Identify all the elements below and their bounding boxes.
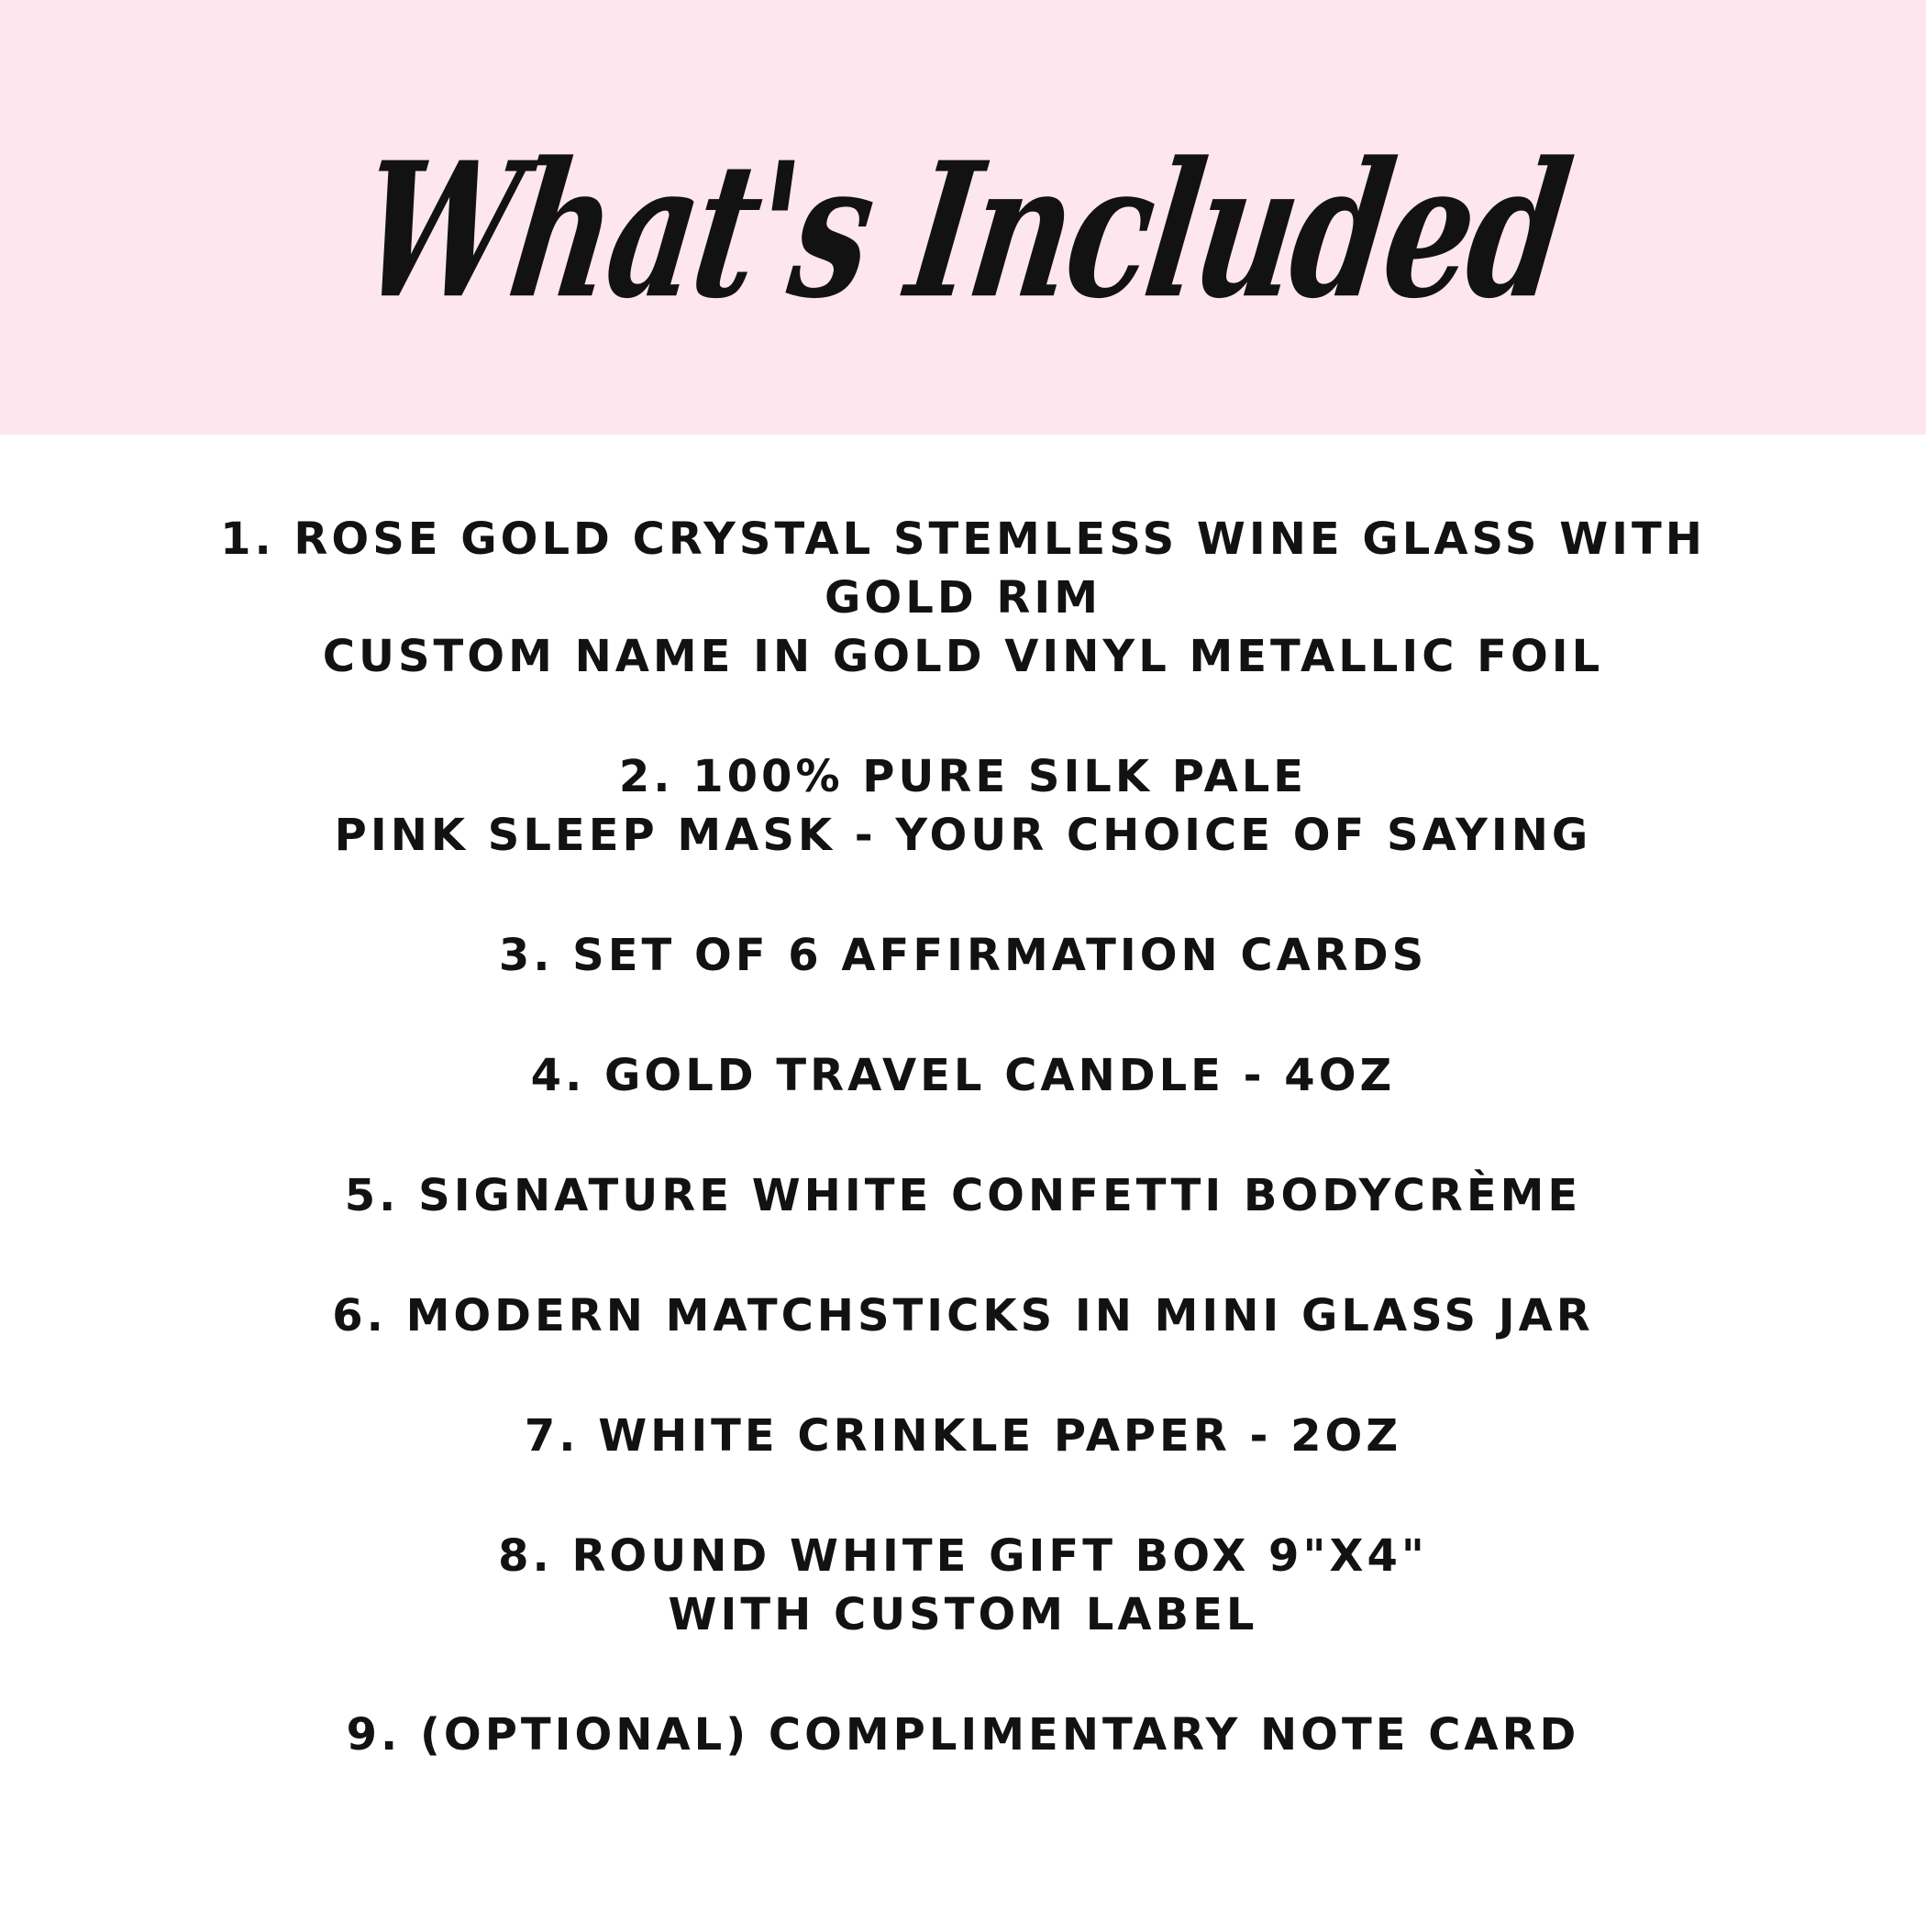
item-1-line-1: 1. ROSE GOLD CRYSTAL STEMLESS WINE GLASS WITH — [220, 513, 1706, 565]
item-4-line-1: 4. GOLD TRAVEL CANDLE - 4OZ — [530, 1050, 1396, 1101]
header-band — [0, 0, 1926, 435]
item-2-line-1: 2. 100% PURE SILK PALE — [618, 751, 1308, 802]
list-item — [0, 510, 1926, 686]
item-1-line-2: GOLD RIM — [825, 572, 1101, 624]
list-item — [0, 1286, 1926, 1345]
list-item — [0, 1527, 1926, 1644]
item-2-line-2: PINK SLEEP MASK - YOUR CHOICE OF SAYING — [334, 810, 1592, 861]
included-items-list — [0, 510, 1926, 1826]
item-3-line-1: 3. SET OF 6 AFFIRMATION CARDS — [498, 930, 1428, 981]
page-title: What's Included — [348, 122, 1578, 340]
list-item — [0, 1046, 1926, 1105]
item-5-line-1: 5. SIGNATURE WHITE CONFETTI BODYCRÈME — [344, 1170, 1582, 1221]
list-item — [0, 1706, 1926, 1764]
item-6-line-1: 6. MODERN MATCHSTICKS IN MINI GLASS JAR — [332, 1290, 1594, 1341]
list-item — [0, 1166, 1926, 1225]
list-item — [0, 926, 1926, 985]
list-item — [0, 747, 1926, 865]
item-8-line-2: WITH CUSTOM LABEL — [668, 1589, 1258, 1640]
item-9-line-1: 9. (OPTIONAL) COMPLIMENTARY NOTE CARD — [346, 1709, 1580, 1761]
item-8-line-1: 8. ROUND WHITE GIFT BOX 9"X4" — [498, 1530, 1428, 1582]
list-item — [0, 1407, 1926, 1465]
item-1-line-3: CUSTOM NAME IN GOLD VINYL METALLIC FOIL — [322, 631, 1604, 682]
item-7-line-1: 7. WHITE CRINKLE PAPER - 2OZ — [524, 1410, 1402, 1462]
